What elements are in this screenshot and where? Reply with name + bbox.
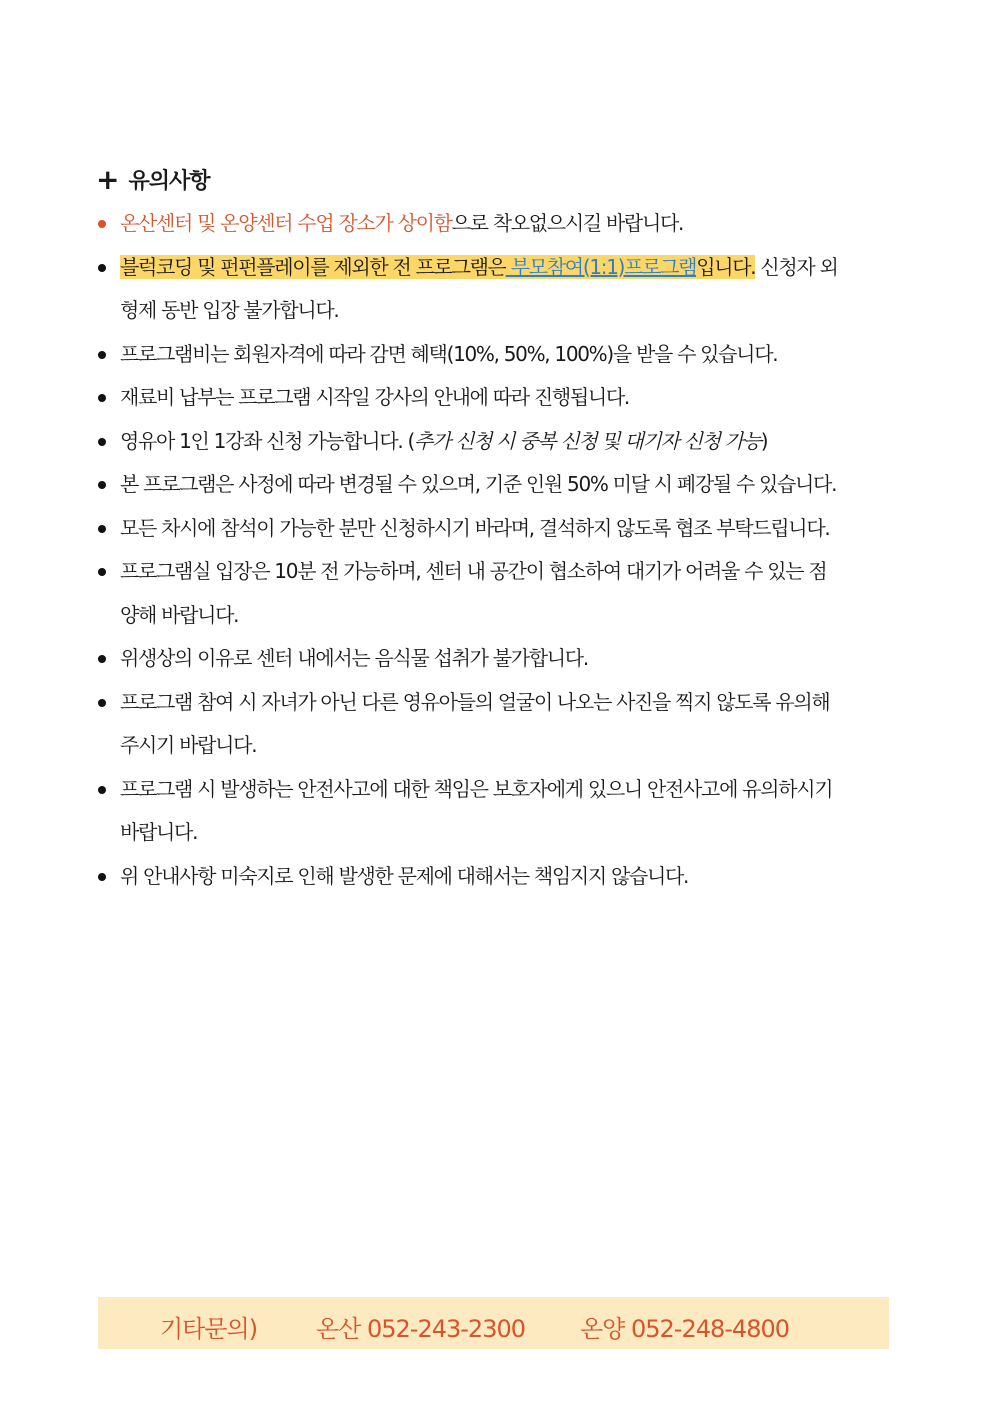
list-item-text: 영유아 1인 1강좌 신청 가능합니다. ( — [120, 428, 414, 453]
list-item-text: 본 프로그램은 사정에 따라 변경될 수 있으며, 기준 인원 50% 미달 시 폐강될 수 있습니다. — [120, 472, 837, 496]
list-item — [96, 202, 926, 246]
bullet-icon — [98, 394, 106, 402]
bullet-icon — [98, 568, 106, 576]
section-title-text: 유의사항 — [128, 169, 210, 194]
contact-label: 기타문의) — [160, 1315, 258, 1343]
section-title — [96, 164, 209, 195]
list-item-text: 바랍니다. — [120, 820, 198, 844]
list-item — [96, 768, 926, 855]
list-item-text: 형제 동반 입장 불가합니다. — [120, 298, 339, 322]
list-item-text: ) — [760, 428, 768, 453]
bullet-icon — [98, 220, 106, 228]
parent-program-link[interactable]: 부모참여(1:1)프로그램 — [505, 254, 697, 279]
plus-icon: + — [96, 162, 119, 196]
list-item-text: 위생상의 이유로 센터 내에서는 음식물 섭취가 불가합니다. — [120, 646, 588, 670]
notice-list — [96, 202, 926, 898]
list-item-text: 재료비 납부는 프로그램 시작일 강사의 안내에 따라 진행됩니다. — [120, 385, 629, 409]
bullet-icon — [98, 525, 106, 533]
list-item — [96, 333, 926, 377]
highlight-text: 입니다. — [696, 254, 756, 279]
list-item — [96, 507, 926, 551]
list-item — [96, 681, 926, 768]
list-item-text: 프로그램실 입장은 10분 전 가능하며, 센터 내 공간이 협소하여 대기가 어려울 수 있는 점 — [120, 559, 827, 583]
bullet-icon — [98, 351, 106, 359]
list-item — [96, 463, 926, 507]
list-item — [96, 376, 926, 420]
list-item — [96, 246, 926, 333]
location-warning: 온산센터 및 온양센터 수업 장소가 상이함 — [120, 211, 452, 235]
highlight-text: 블럭코딩 및 펀펀플레이를 제외한 전 프로그램은 — [120, 254, 506, 279]
contact-onsan: 온산 052-243-2300 — [316, 1315, 526, 1343]
list-item-text: 프로그램 시 발생하는 안전사고에 대한 책임은 보호자에게 있으니 안전사고에 유의하시기 — [120, 776, 833, 801]
list-item — [96, 637, 926, 681]
list-item — [96, 550, 926, 637]
list-item-text: 모든 차시에 참석이 가능한 분만 신청하시기 바라며, 결석하지 않도록 협조 부탁드립니다. — [120, 515, 830, 540]
bullet-icon — [98, 264, 106, 272]
list-item-text: 주시기 바랍니다. — [120, 733, 257, 757]
list-item-text: 위 안내사항 미숙지로 인해 발생한 문제에 대해서는 책임지지 않습니다. — [120, 863, 689, 888]
bullet-icon — [98, 699, 106, 707]
list-item — [96, 420, 926, 464]
list-item-text: 프로그램 참여 시 자녀가 아닌 다른 영유아들의 얼굴이 나오는 사진을 찍지 않도록 유의해 — [120, 689, 830, 714]
list-item — [96, 855, 926, 899]
italic-note: 추가 신청 시 중복 신청 및 대기자 신청 가능 — [413, 428, 761, 453]
bullet-icon — [98, 786, 106, 794]
bullet-icon — [98, 873, 106, 881]
list-item-text: 신청자 외 — [755, 254, 838, 279]
contact-bar — [98, 1297, 889, 1349]
contact-onyang: 온양 052-248-4800 — [580, 1315, 790, 1343]
bullet-icon — [98, 438, 106, 446]
list-item-text: 프로그램비는 회원자격에 따라 감면 혜택(10%, 50%, 100%)을 받을 수 있습니다. — [120, 341, 778, 366]
list-item-text: 으로 착오없으시길 바랍니다. — [451, 211, 684, 235]
list-item-text: 양해 바랍니다. — [120, 602, 239, 627]
bullet-icon — [98, 655, 106, 663]
bullet-icon — [98, 481, 106, 489]
